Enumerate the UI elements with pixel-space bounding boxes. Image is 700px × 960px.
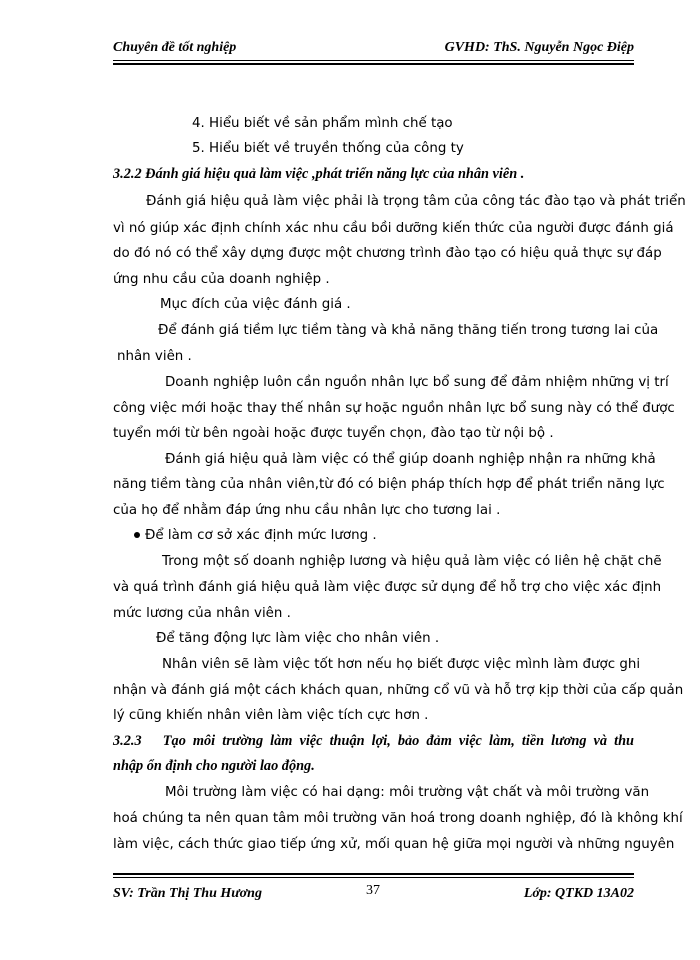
list-item-5: 5. Hiểu biết về truyền thống của công ty bbox=[192, 141, 464, 156]
paragraph-line: hoá chúng ta nên quan tâm môi trường văn hoá trong doanh nghiệp, đó là không khí bbox=[113, 811, 683, 826]
paragraph-line: Để tăng động lực làm việc cho nhân viên . bbox=[156, 631, 440, 646]
paragraph-line: năng tiềm tàng của nhân viên,từ đó có biện pháp thích hợp để phát triển năng lực bbox=[113, 477, 665, 492]
paragraph-line: Doanh nghiệp luôn cần nguồn nhân lực bổ sung để đảm nhiệm những vị trí bbox=[165, 375, 669, 390]
paragraph-line: nhận và đánh giá một cách khách quan, những cổ vũ và hỗ trợ kịp thời của cấp quản bbox=[113, 683, 684, 698]
paragraph-line: do đó nó có thể xây dựng được một chương trình đào tạo có hiệu quả thực sự đáp bbox=[113, 246, 662, 261]
section-heading-3-2-3-cont: nhập ổn định cho người lao động. bbox=[113, 758, 315, 774]
footer-rule-thin bbox=[113, 877, 634, 878]
paragraph-line: mức lương của nhân viên . bbox=[113, 606, 291, 621]
paragraph-line: Đánh giá hiệu quả làm việc phải là trọng tâm của công tác đào tạo và phát triển bbox=[146, 194, 686, 209]
bullet-item bbox=[134, 527, 377, 545]
paragraph-line: Nhân viên sẽ làm việc tốt hơn nếu họ biết được việc mình làm được ghi bbox=[162, 657, 641, 672]
page-footer bbox=[113, 883, 634, 906]
header-rule-thin bbox=[113, 60, 634, 61]
paragraph-line: tuyển mới từ bên ngoài hoặc được tuyển chọn, đào tạo từ nội bộ . bbox=[113, 426, 554, 441]
section-heading-3-2-3: 3.2.3 Tạo môi trường làm việc thuận lợi, bảo đảm việc làm, tiền lương và thu bbox=[113, 733, 634, 749]
paragraph-line: Mục đích của việc đánh giá . bbox=[160, 297, 351, 312]
header-right: GVHD: ThS. Nguyễn Ngọc Điệp bbox=[444, 40, 634, 55]
header-rule-thick bbox=[113, 63, 634, 65]
bullet-icon bbox=[134, 532, 140, 538]
footer-right: Lớp: QTKD 13A02 bbox=[523, 886, 634, 901]
bullet-text: Để làm cơ sở xác định mức lương . bbox=[145, 528, 377, 543]
paragraph-line: Trong một số doanh nghiệp lương và hiệu quả làm việc có liên hệ chặt chẽ bbox=[162, 554, 662, 569]
paragraph-line: lý cũng khiến nhân viên làm việc tích cực hơn . bbox=[113, 708, 429, 723]
footer-rule-thick bbox=[113, 873, 634, 875]
paragraph-line: làm việc, cách thức giao tiếp ứng xử, mối quan hệ giữa mọi người và những nguyên bbox=[113, 837, 675, 852]
paragraph-line: nhân viên . bbox=[117, 349, 192, 364]
paragraph-line: Đánh giá hiệu quả làm việc có thể giúp doanh nghiệp nhận ra những khả bbox=[165, 452, 656, 467]
paragraph-line: và quá trình đánh giá hiệu quả làm việc được sử dụng để hỗ trợ cho việc xác định bbox=[113, 580, 662, 595]
paragraph-line: Để đánh giá tiềm lực tiềm tàng và khả năng thăng tiến trong tương lai của bbox=[158, 323, 659, 338]
paragraph-line: Môi trường làm việc có hai dạng: môi trường vật chất và môi trường văn bbox=[165, 785, 650, 800]
section-heading-3-2-2: 3.2.2 Đánh giá hiệu quả làm việc ,phát triển năng lực của nhân viên . bbox=[113, 166, 525, 182]
header-left: Chuyên đề tốt nghiệp bbox=[113, 40, 237, 55]
footer-left: SV: Trần Thị Thu Hương bbox=[113, 886, 262, 901]
paragraph-line: ứng nhu cầu của doanh nghiệp . bbox=[113, 272, 330, 287]
paragraph-line: của họ để nhằm đáp ứng nhu cầu nhân lực cho tương lai . bbox=[113, 503, 501, 518]
list-item-4: 4. Hiểu biết về sản phẩm mình chế tạo bbox=[192, 116, 453, 131]
page-number: 37 bbox=[366, 883, 380, 898]
paragraph-line: công việc mới hoặc thay thế nhân sự hoặc nguồn nhân lực bổ sung này có thể được bbox=[113, 401, 675, 416]
page-header bbox=[113, 40, 634, 60]
paragraph-line: vì nó giúp xác định chính xác nhu cầu bồi dưỡng kiến thức của người được đánh giá bbox=[113, 221, 674, 236]
